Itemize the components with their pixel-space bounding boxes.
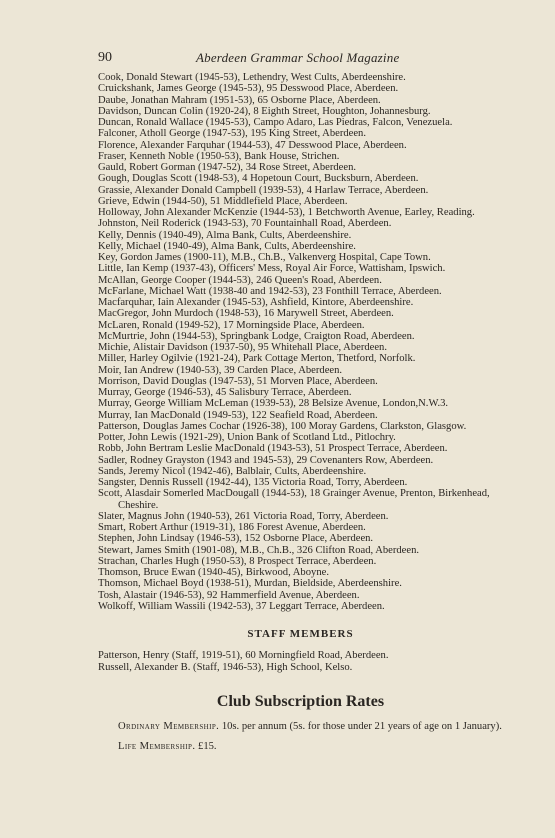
page-number: 90 — [98, 50, 112, 65]
list-item: Strachan, Charles Hugh (1950-53), 8 Prospect Terrace, Aberdeen. — [98, 555, 377, 567]
member-address-list — [98, 72, 503, 612]
list-item: Michie, Alistair Davidson (1937-50), 95 Whitehall Place, Aberdeen. — [98, 342, 388, 353]
list-item: Tosh, Alastair (1946-53), 92 Hammerfield Avenue, Aberdeen. — [98, 589, 360, 601]
list-item: Key, Gordon James (1900-11), M.B., Ch.B., Valkenverg Hospital, Cape Town. — [98, 252, 431, 263]
list-item: McLaren, Ronald (1949-52), 17 Morningside Place, Aberdeen. — [98, 319, 365, 331]
journal-title: Aberdeen Grammar School Magazine — [196, 50, 400, 65]
list-item: Stewart, James Smith (1901-08), M.B., Ch.B., 326 Clifton Road, Aberdeen. — [98, 544, 420, 556]
ordinary-membership-label: Ordinary Membership. — [118, 721, 220, 732]
list-item: Stephen, John Lindsay (1946-53), 152 Osborne Place, Aberdeen. — [98, 533, 374, 545]
list-item: Russell, Alexander B. (Staff, 1946-53), High School, Kelso. — [98, 661, 353, 673]
staff-member-list — [98, 650, 503, 673]
list-item: Davidson, Duncan Colin (1920-24), 8 Eighth Street, Houghton, Johannesburg. — [98, 105, 431, 117]
list-item: Kelly, Dennis (1940-49), Alma Bank, Cults, Aberdeenshire. — [98, 229, 352, 241]
ordinary-membership-text: 10s. per annum (5s. for those under 21 years of age on 1 January). — [221, 721, 502, 732]
list-item: Gauld, Robert Gorman (1947-52), 34 Rose Street, Aberdeen. — [98, 162, 357, 173]
list-item: Johnston, Neil Roderick (1943-53), 70 Fountainhall Road, Aberdeen. — [98, 218, 392, 230]
life-membership-label: Life Membership. — [118, 741, 196, 752]
list-item: McMurtrie, John (1944-53), Springbank Lodge, Craigton Road, Aberdeen. — [98, 330, 415, 342]
staff-members-heading: STAFF MEMBERS — [247, 628, 354, 640]
list-item: Morrison, David Douglas (1947-53), 51 Morven Place, Aberdeen. — [98, 375, 378, 387]
list-item: Cruickshank, James George (1945-53), 95 Desswood Place, Aberdeen. — [98, 83, 399, 95]
list-item: Smart, Robert Arthur (1919-31), 186 Forest Avenue, Aberdeen. — [98, 522, 366, 533]
list-item: Patterson, Douglas James Cochar (1926-38), 100 Moray Gardens, Clarkston, Glasgow. — [98, 420, 467, 432]
list-item: Grassie, Alexander Donald Campbell (1939-53), 4 Harlaw Terrace, Aberdeen. — [98, 184, 429, 196]
list-item: Florence, Alexander Farquhar (1944-53), 47 Desswood Place, Aberdeen. — [98, 139, 407, 151]
list-item: Robb, John Bertram Leslie MacDonald (1943-53), 51 Prospect Terrace, Aberdeen. — [98, 443, 448, 455]
list-item: Grieve, Edwin (1944-50), 51 Middlefield Place, Aberdeen. — [98, 195, 348, 207]
subscription-rates-heading: Club Subscription Rates — [216, 693, 385, 710]
list-item: Murray, George William McLeman (1939-53), 28 Belsize Avenue, London,N.W.3. — [98, 398, 449, 410]
list-item: Sands, Jeremy Nicol (1942-46), Balblair, Cults, Aberdeenshire. — [98, 465, 367, 477]
list-item: Macfarquhar, Iain Alexander (1945-53), Ashfield, Kintore, Aberdeenshire. — [98, 297, 414, 308]
list-item: Falconer, Atholl George (1947-53), 195 King Street, Aberdeen. — [98, 128, 366, 140]
list-item: McAllan, George Cooper (1944-53), 246 Queen's Road, Aberdeen. — [98, 274, 382, 286]
page-header — [98, 50, 503, 68]
list-item: Sadler, Rodney Grayston (1943 and 1945-53), 29 Covenanters Row, Aberdeen. — [98, 454, 434, 466]
list-item: Sangster, Dennis Russell (1942-44), 135 Victoria Road, Torry, Aberdeen. — [98, 477, 408, 488]
list-item: Gough, Douglas Scott (1948-53), 4 Hopetoun Court, Bucksburn, Aberdeen. — [98, 173, 419, 185]
list-item: Holloway, John Alexander McKenzie (1944-53), 1 Betchworth Avenue, Earley, Reading. — [98, 207, 475, 218]
list-item: Miller, Harley Ogilvie (1921-24), Park Cottage Merton, Thetford, Norfolk. — [98, 353, 416, 365]
list-item: Murray, Ian MacDonald (1949-53), 122 Seafield Road, Aberdeen. — [98, 409, 378, 421]
list-item: Thomson, Michael Boyd (1938-51), Murdan, Bieldside, Aberdeenshire. — [98, 578, 402, 590]
list-item: Potter, John Lewis (1921-29), Union Bank of Scotland Ltd., Pitlochry. — [98, 432, 396, 443]
ordinary-membership-rate — [98, 720, 503, 733]
list-item: McFarlane, Michael Watt (1938-40 and 1942-53), 23 Fonthill Terrace, Aberdeen. — [98, 285, 442, 297]
list-item: Fraser, Kenneth Noble (1950-53), Bank House, Strichen. — [98, 150, 340, 162]
list-item: Wolkoff, William Wassili (1942-53), 37 Leggart Terrace, Aberdeen. — [98, 600, 385, 612]
list-item: Daube, Jonathan Mahram (1951-53), 65 Osborne Place, Aberdeen. — [98, 94, 381, 106]
list-item: Slater, Magnus John (1940-53), 261 Victoria Road, Torry, Aberdeen. — [98, 510, 389, 522]
list-item: Murray, George (1946-53), 45 Salisbury Terrace, Aberdeen. — [98, 387, 352, 398]
list-item: Moir, Ian Andrew (1940-53), 39 Carden Place, Aberdeen. — [98, 364, 343, 376]
list-item: Cook, Donald Stewart (1945-53), Lethendry, West Cults, Aberdeenshire. — [98, 72, 406, 83]
list-item: Little, Ian Kemp (1937-43), Officers' Mess, Royal Air Force, Wattisham, Ipswich. — [98, 263, 446, 275]
list-item: MacGregor, John Murdoch (1948-53), 16 Marywell Street, Aberdeen. — [98, 308, 394, 320]
life-membership-rate — [98, 740, 503, 753]
life-membership-text: £15. — [198, 741, 217, 752]
list-item: Kelly, Michael (1940-49), Alma Bank, Cults, Aberdeenshire. — [98, 240, 356, 252]
list-item: Thomson, Bruce Ewan (1940-45), Birkwood, Aboyne. — [98, 567, 329, 578]
list-item: Scott, Alasdair Somerled MacDougall (1944-53), 18 Grainger Avenue, Prenton, Birkenhead, Cheshire. — [98, 488, 490, 511]
list-item: Duncan, Ronald Wallace (1945-53), Campo Adaro, Las Piedras, Falcon, Venezuela. — [98, 117, 453, 128]
list-item: Patterson, Henry (Staff, 1919-51), 60 Morningfield Road, Aberdeen. — [98, 650, 389, 661]
